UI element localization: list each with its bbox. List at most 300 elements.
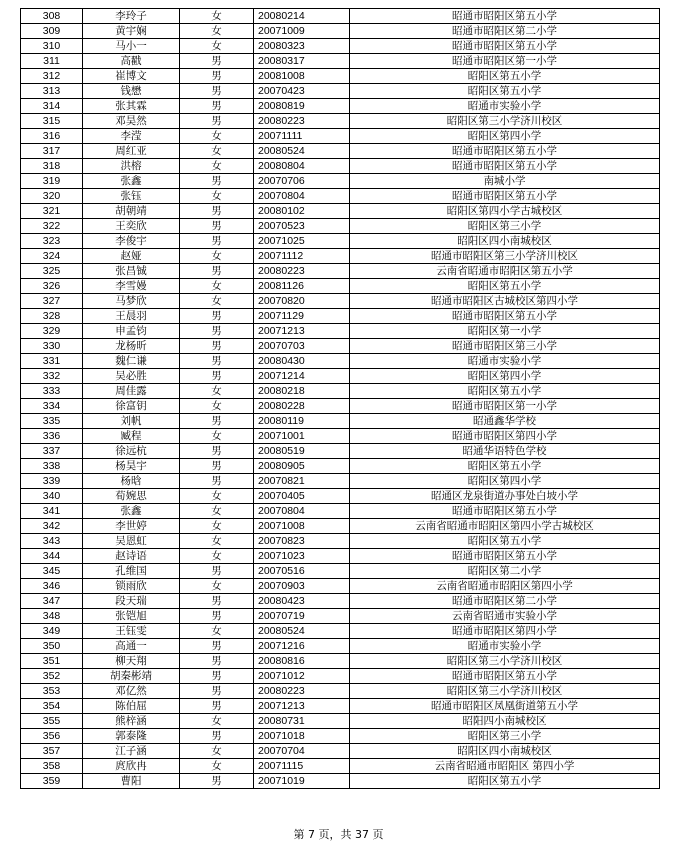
school-name-cell: 昭通鑫华学校	[350, 414, 660, 429]
gender-cell: 男	[180, 369, 254, 384]
table-row	[21, 519, 660, 534]
table-row	[21, 684, 660, 699]
student-name-cell: 臧程	[83, 429, 180, 444]
table-row	[21, 354, 660, 369]
table-row	[21, 399, 660, 414]
student-name-cell: 王晨羽	[83, 309, 180, 324]
birth-date-cell: 20080323	[254, 39, 350, 54]
student-name-cell: 钱懋	[83, 84, 180, 99]
gender-cell: 男	[180, 414, 254, 429]
row-number-cell: 342	[21, 519, 83, 534]
student-name-cell: 锁雨欣	[83, 579, 180, 594]
birth-date-cell: 20071023	[254, 549, 350, 564]
row-number-cell: 325	[21, 264, 83, 279]
table-row	[21, 699, 660, 714]
row-number-cell: 328	[21, 309, 83, 324]
student-name-cell: 徐远杭	[83, 444, 180, 459]
table-row	[21, 774, 660, 789]
table-row	[21, 459, 660, 474]
school-name-cell: 昭通市昭阳区第三小学济川校区	[350, 249, 660, 264]
row-number-cell: 351	[21, 654, 83, 669]
row-number-cell: 310	[21, 39, 83, 54]
gender-cell: 男	[180, 669, 254, 684]
student-name-cell: 李滢	[83, 129, 180, 144]
table-row	[21, 159, 660, 174]
student-name-cell: 柳天翔	[83, 654, 180, 669]
school-name-cell: 昭阳区第一小学	[350, 324, 660, 339]
table-row	[21, 594, 660, 609]
gender-cell: 男	[180, 699, 254, 714]
student-name-cell: 熊梓涵	[83, 714, 180, 729]
student-name-cell: 陈伯屈	[83, 699, 180, 714]
school-name-cell: 昭阳区第四小学	[350, 129, 660, 144]
school-name-cell: 昭阳区第三小学济川校区	[350, 654, 660, 669]
school-name-cell: 昭阳区第三小学济川校区	[350, 114, 660, 129]
student-name-cell: 张铠旭	[83, 609, 180, 624]
gender-cell: 女	[180, 744, 254, 759]
birth-date-cell: 20080430	[254, 354, 350, 369]
table-row	[21, 759, 660, 774]
birth-date-cell: 20070820	[254, 294, 350, 309]
birth-date-cell: 20080524	[254, 144, 350, 159]
school-name-cell: 昭通市昭阳区第五小学	[350, 309, 660, 324]
table-row	[21, 369, 660, 384]
row-number-cell: 329	[21, 324, 83, 339]
school-name-cell: 昭阳区第五小学	[350, 84, 660, 99]
student-name-cell: 吴必胜	[83, 369, 180, 384]
school-name-cell: 昭阳区第二小学	[350, 564, 660, 579]
gender-cell: 男	[180, 204, 254, 219]
student-name-cell: 赵诗语	[83, 549, 180, 564]
row-number-cell: 358	[21, 759, 83, 774]
row-number-cell: 326	[21, 279, 83, 294]
gender-cell: 男	[180, 264, 254, 279]
row-number-cell: 311	[21, 54, 83, 69]
row-number-cell: 354	[21, 699, 83, 714]
student-name-cell: 高戳	[83, 54, 180, 69]
gender-cell: 男	[180, 474, 254, 489]
birth-date-cell: 20080223	[254, 264, 350, 279]
table-row	[21, 729, 660, 744]
row-number-cell: 343	[21, 534, 83, 549]
birth-date-cell: 20071025	[254, 234, 350, 249]
birth-date-cell: 20071019	[254, 774, 350, 789]
school-name-cell: 昭通市昭阳区第四小学	[350, 429, 660, 444]
row-number-cell: 345	[21, 564, 83, 579]
gender-cell: 女	[180, 189, 254, 204]
table-row	[21, 714, 660, 729]
school-name-cell: 昭通市实验小学	[350, 639, 660, 654]
gender-cell: 女	[180, 504, 254, 519]
school-name-cell: 昭阳区第五小学	[350, 69, 660, 84]
table-row	[21, 129, 660, 144]
birth-date-cell: 20080317	[254, 54, 350, 69]
school-name-cell: 昭通市昭阳区第三小学	[350, 339, 660, 354]
gender-cell: 女	[180, 489, 254, 504]
row-number-cell: 317	[21, 144, 83, 159]
student-name-cell: 胡秦彬靖	[83, 669, 180, 684]
birth-date-cell: 20071018	[254, 729, 350, 744]
student-name-cell: 张钰	[83, 189, 180, 204]
student-name-cell: 龙杨昕	[83, 339, 180, 354]
row-number-cell: 346	[21, 579, 83, 594]
student-name-cell: 胡朝靖	[83, 204, 180, 219]
birth-date-cell: 20070804	[254, 189, 350, 204]
row-number-cell: 347	[21, 594, 83, 609]
table-row	[21, 84, 660, 99]
school-name-cell: 云南省昭通市昭阳区第四小学	[350, 579, 660, 594]
row-number-cell: 308	[21, 9, 83, 24]
student-name-cell: 王钰雯	[83, 624, 180, 639]
school-name-cell: 昭阳区第四小学	[350, 369, 660, 384]
student-name-cell: 江子涵	[83, 744, 180, 759]
birth-date-cell: 20070516	[254, 564, 350, 579]
row-number-cell: 353	[21, 684, 83, 699]
row-number-cell: 356	[21, 729, 83, 744]
birth-date-cell: 20080905	[254, 459, 350, 474]
student-name-cell: 杨昊宇	[83, 459, 180, 474]
table-row	[21, 219, 660, 234]
table-row	[21, 624, 660, 639]
gender-cell: 女	[180, 759, 254, 774]
gender-cell: 女	[180, 384, 254, 399]
school-name-cell: 昭通市昭阳区第五小学	[350, 189, 660, 204]
student-name-cell: 张昌铖	[83, 264, 180, 279]
school-name-cell: 昭通市昭阳区第五小学	[350, 39, 660, 54]
student-name-cell: 段天瑞	[83, 594, 180, 609]
row-number-cell: 334	[21, 399, 83, 414]
birth-date-cell: 20071001	[254, 429, 350, 444]
student-name-cell: 李世婷	[83, 519, 180, 534]
gender-cell: 男	[180, 654, 254, 669]
birth-date-cell: 20080731	[254, 714, 350, 729]
table-row	[21, 414, 660, 429]
gender-cell: 男	[180, 729, 254, 744]
gender-cell: 男	[180, 339, 254, 354]
student-name-cell: 李俊宇	[83, 234, 180, 249]
student-name-cell: 邓昊然	[83, 114, 180, 129]
school-name-cell: 昭通市实验小学	[350, 354, 660, 369]
school-name-cell: 昭阳区第三小学	[350, 219, 660, 234]
birth-date-cell: 20071008	[254, 519, 350, 534]
table-row	[21, 99, 660, 114]
row-number-cell: 352	[21, 669, 83, 684]
row-number-cell: 349	[21, 624, 83, 639]
table-row	[21, 234, 660, 249]
student-name-cell: 张鑫	[83, 504, 180, 519]
row-number-cell: 355	[21, 714, 83, 729]
table-row	[21, 429, 660, 444]
student-name-cell: 郭泰隆	[83, 729, 180, 744]
table-row	[21, 384, 660, 399]
gender-cell: 男	[180, 174, 254, 189]
birth-date-cell: 20080524	[254, 624, 350, 639]
gender-cell: 女	[180, 549, 254, 564]
gender-cell: 女	[180, 24, 254, 39]
gender-cell: 男	[180, 99, 254, 114]
gender-cell: 女	[180, 399, 254, 414]
gender-cell: 男	[180, 114, 254, 129]
gender-cell: 男	[180, 69, 254, 84]
birth-date-cell: 20070719	[254, 609, 350, 624]
table-row	[21, 489, 660, 504]
gender-cell: 男	[180, 324, 254, 339]
gender-cell: 女	[180, 579, 254, 594]
table-row	[21, 534, 660, 549]
student-table	[20, 8, 660, 789]
school-name-cell: 昭阳区第四小学	[350, 474, 660, 489]
school-name-cell: 昭通市昭阳区第一小学	[350, 54, 660, 69]
birth-date-cell: 20080119	[254, 414, 350, 429]
school-name-cell: 昭通市昭阳区第五小学	[350, 504, 660, 519]
school-name-cell: 昭通市昭阳区第五小学	[350, 144, 660, 159]
birth-date-cell: 20070903	[254, 579, 350, 594]
birth-date-cell: 20071129	[254, 309, 350, 324]
birth-date-cell: 20071213	[254, 699, 350, 714]
birth-date-cell: 20080423	[254, 594, 350, 609]
student-name-cell: 刘帆	[83, 414, 180, 429]
table-row	[21, 324, 660, 339]
birth-date-cell: 20080519	[254, 444, 350, 459]
school-name-cell: 昭阳区第三小学	[350, 729, 660, 744]
table-row	[21, 744, 660, 759]
gender-cell: 男	[180, 639, 254, 654]
gender-cell: 男	[180, 459, 254, 474]
row-number-cell: 340	[21, 489, 83, 504]
student-name-cell: 李玲子	[83, 9, 180, 24]
row-number-cell: 322	[21, 219, 83, 234]
row-number-cell: 357	[21, 744, 83, 759]
gender-cell: 女	[180, 159, 254, 174]
table-row	[21, 654, 660, 669]
school-name-cell: 昭通市昭阳区第四小学	[350, 624, 660, 639]
school-name-cell: 昭阳区四小南城校区	[350, 744, 660, 759]
student-name-cell: 张其霖	[83, 99, 180, 114]
row-number-cell: 332	[21, 369, 83, 384]
table-row	[21, 9, 660, 24]
school-name-cell: 昭阳区第四小学古城校区	[350, 204, 660, 219]
table-row	[21, 69, 660, 84]
student-name-cell: 荀婉思	[83, 489, 180, 504]
gender-cell: 女	[180, 429, 254, 444]
student-name-cell: 洪榕	[83, 159, 180, 174]
student-name-cell: 周红亚	[83, 144, 180, 159]
school-name-cell: 昭阳区第五小学	[350, 279, 660, 294]
birth-date-cell: 20080223	[254, 114, 350, 129]
gender-cell: 女	[180, 624, 254, 639]
birth-date-cell: 20070821	[254, 474, 350, 489]
table-row	[21, 549, 660, 564]
gender-cell: 男	[180, 444, 254, 459]
table-row	[21, 264, 660, 279]
student-table-body	[21, 9, 660, 789]
birth-date-cell: 20080228	[254, 399, 350, 414]
school-name-cell: 云南省昭通市昭阳区 第四小学	[350, 759, 660, 774]
birth-date-cell: 20070704	[254, 744, 350, 759]
school-name-cell: 昭阳区第五小学	[350, 384, 660, 399]
row-number-cell: 336	[21, 429, 83, 444]
birth-date-cell: 20081008	[254, 69, 350, 84]
school-name-cell: 昭通区龙泉街道办事处白坡小学	[350, 489, 660, 504]
school-name-cell: 昭通市昭阳区第二小学	[350, 24, 660, 39]
student-name-cell: 崔博文	[83, 69, 180, 84]
school-name-cell: 昭通市昭阳区古城校区第四小学	[350, 294, 660, 309]
student-name-cell: 黄宇娴	[83, 24, 180, 39]
birth-date-cell: 20080816	[254, 654, 350, 669]
gender-cell: 男	[180, 609, 254, 624]
birth-date-cell: 20080819	[254, 99, 350, 114]
school-name-cell: 昭通市昭阳区第二小学	[350, 594, 660, 609]
row-number-cell: 321	[21, 204, 83, 219]
gender-cell: 女	[180, 144, 254, 159]
school-name-cell: 南城小学	[350, 174, 660, 189]
student-name-cell: 张鑫	[83, 174, 180, 189]
row-number-cell: 335	[21, 414, 83, 429]
student-name-cell: 高通一	[83, 639, 180, 654]
row-number-cell: 320	[21, 189, 83, 204]
page-footer: 第 7 页，共 37 页	[293, 828, 384, 841]
school-name-cell: 昭阳区四小南城校区	[350, 234, 660, 249]
table-row	[21, 279, 660, 294]
student-name-cell: 马梦欣	[83, 294, 180, 309]
gender-cell: 女	[180, 714, 254, 729]
student-name-cell: 庹欣冉	[83, 759, 180, 774]
birth-date-cell: 20071213	[254, 324, 350, 339]
school-name-cell: 昭通市昭阳区第五小学	[350, 549, 660, 564]
school-name-cell: 昭阳区第五小学	[350, 534, 660, 549]
school-name-cell: 昭通华语特色学校	[350, 444, 660, 459]
school-name-cell: 昭通市昭阳区第五小学	[350, 9, 660, 24]
student-name-cell: 周佳露	[83, 384, 180, 399]
student-name-cell: 申孟钧	[83, 324, 180, 339]
birth-date-cell: 20071115	[254, 759, 350, 774]
gender-cell: 女	[180, 249, 254, 264]
table-row	[21, 39, 660, 54]
birth-date-cell: 20080223	[254, 684, 350, 699]
student-name-cell: 赵娅	[83, 249, 180, 264]
school-name-cell: 昭通市昭阳区第一小学	[350, 399, 660, 414]
school-name-cell: 昭通市昭阳区第五小学	[350, 669, 660, 684]
student-name-cell: 徐富钥	[83, 399, 180, 414]
birth-date-cell: 20070804	[254, 504, 350, 519]
student-name-cell: 杨晗	[83, 474, 180, 489]
table-row	[21, 24, 660, 39]
birth-date-cell: 20071112	[254, 249, 350, 264]
gender-cell: 男	[180, 564, 254, 579]
gender-cell: 男	[180, 219, 254, 234]
gender-cell: 男	[180, 309, 254, 324]
table-row	[21, 189, 660, 204]
table-row	[21, 474, 660, 489]
row-number-cell: 359	[21, 774, 83, 789]
birth-date-cell: 20081126	[254, 279, 350, 294]
school-name-cell: 昭阳区第五小学	[350, 459, 660, 474]
row-number-cell: 348	[21, 609, 83, 624]
gender-cell: 女	[180, 294, 254, 309]
row-number-cell: 327	[21, 294, 83, 309]
birth-date-cell: 20080102	[254, 204, 350, 219]
student-name-cell: 邓亿然	[83, 684, 180, 699]
row-number-cell: 341	[21, 504, 83, 519]
birth-date-cell: 20080218	[254, 384, 350, 399]
table-row	[21, 294, 660, 309]
gender-cell: 男	[180, 354, 254, 369]
school-name-cell: 昭阳区第五小学	[350, 774, 660, 789]
birth-date-cell: 20080804	[254, 159, 350, 174]
birth-date-cell: 20071216	[254, 639, 350, 654]
row-number-cell: 337	[21, 444, 83, 459]
birth-date-cell: 20071009	[254, 24, 350, 39]
birth-date-cell: 20070523	[254, 219, 350, 234]
student-name-cell: 孔维国	[83, 564, 180, 579]
row-number-cell: 316	[21, 129, 83, 144]
row-number-cell: 315	[21, 114, 83, 129]
row-number-cell: 350	[21, 639, 83, 654]
row-number-cell: 330	[21, 339, 83, 354]
table-row	[21, 564, 660, 579]
table-row	[21, 249, 660, 264]
row-number-cell: 338	[21, 459, 83, 474]
row-number-cell: 312	[21, 69, 83, 84]
school-name-cell: 昭通市昭阳区凤凰街道第五小学	[350, 699, 660, 714]
student-name-cell: 曹阳	[83, 774, 180, 789]
row-number-cell: 331	[21, 354, 83, 369]
gender-cell: 男	[180, 84, 254, 99]
student-name-cell: 魏仁谦	[83, 354, 180, 369]
table-row	[21, 444, 660, 459]
student-name-cell: 马小一	[83, 39, 180, 54]
row-number-cell: 318	[21, 159, 83, 174]
birth-date-cell: 20070703	[254, 339, 350, 354]
birth-date-cell: 20071214	[254, 369, 350, 384]
gender-cell: 男	[180, 684, 254, 699]
school-name-cell: 云南省昭通市昭阳区第四小学古城校区	[350, 519, 660, 534]
table-row	[21, 204, 660, 219]
gender-cell: 女	[180, 39, 254, 54]
gender-cell: 男	[180, 54, 254, 69]
table-row	[21, 309, 660, 324]
birth-date-cell: 20070423	[254, 84, 350, 99]
row-number-cell: 339	[21, 474, 83, 489]
student-name-cell: 王奕欣	[83, 219, 180, 234]
school-name-cell: 昭通市昭阳区第五小学	[350, 159, 660, 174]
gender-cell: 女	[180, 9, 254, 24]
school-name-cell: 昭阳四小南城校区	[350, 714, 660, 729]
birth-date-cell: 20070706	[254, 174, 350, 189]
birth-date-cell: 20071012	[254, 669, 350, 684]
birth-date-cell: 20070405	[254, 489, 350, 504]
school-name-cell: 云南省昭通市实验小学	[350, 609, 660, 624]
school-name-cell: 云南省昭通市昭阳区第五小学	[350, 264, 660, 279]
row-number-cell: 344	[21, 549, 83, 564]
row-number-cell: 324	[21, 249, 83, 264]
birth-date-cell: 20070823	[254, 534, 350, 549]
row-number-cell: 333	[21, 384, 83, 399]
school-name-cell: 昭通市实验小学	[350, 99, 660, 114]
row-number-cell: 319	[21, 174, 83, 189]
gender-cell: 女	[180, 129, 254, 144]
row-number-cell: 314	[21, 99, 83, 114]
gender-cell: 男	[180, 774, 254, 789]
table-row	[21, 639, 660, 654]
table-row	[21, 609, 660, 624]
table-row	[21, 144, 660, 159]
row-number-cell: 313	[21, 84, 83, 99]
gender-cell: 男	[180, 594, 254, 609]
birth-date-cell: 20080214	[254, 9, 350, 24]
row-number-cell: 309	[21, 24, 83, 39]
birth-date-cell: 20071111	[254, 129, 350, 144]
